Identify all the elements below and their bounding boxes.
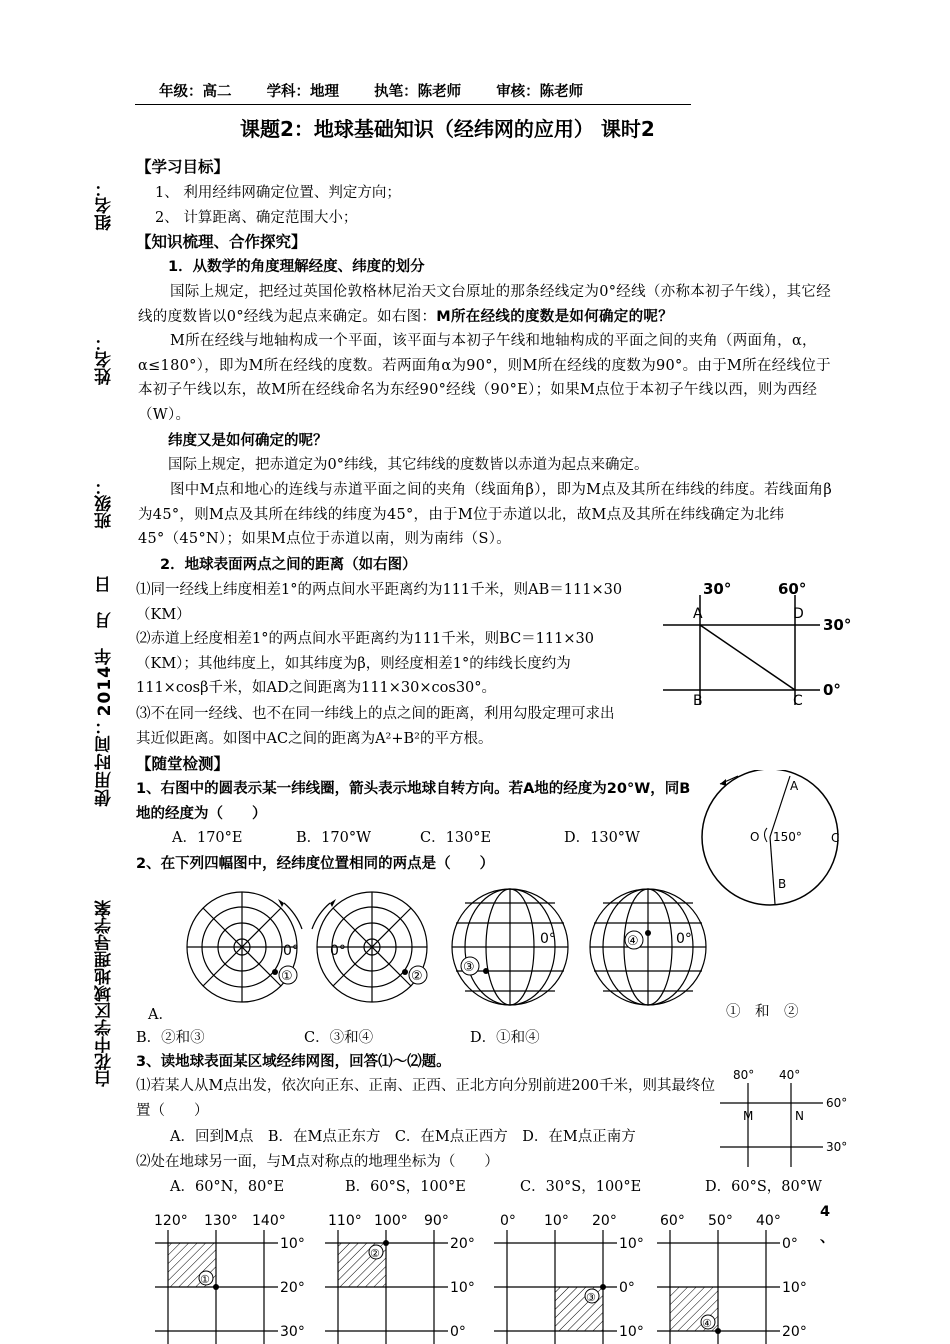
side-date: 使用时间：2014年 月 日 (95, 575, 115, 807)
mn-lat-30: 30° (826, 1140, 848, 1154)
grid-4-top-1: 60° (660, 1213, 685, 1229)
q3-part-2: ⑵处在地球另一面，与M点对称点的地理坐标为（ ） (136, 1154, 499, 1170)
globe-zero-3: 0° (540, 931, 556, 947)
globe-label-1: ① (281, 969, 293, 984)
grid-map-3 (494, 1213, 644, 1344)
grid-1-right-2: 20° (280, 1280, 305, 1296)
quiz-question-1: 1、右图中的圆表示某一纬线圈，箭头表示地球自转方向。若A地的经度为20°W，同B地的经度为（ ） (136, 781, 691, 822)
goal-item-2: 2、 计算距离、确定范围大小； (155, 210, 358, 226)
grid-2-num: ② (370, 1247, 380, 1260)
fig-point-c: C (793, 693, 803, 709)
grid-3-right-1: 10° (619, 1236, 644, 1252)
grid-4-top-3: 40° (756, 1213, 781, 1229)
q1-option-a: A．170°E (172, 830, 243, 846)
fig-lon-30: 30° (703, 580, 732, 598)
grid-2-top-1: 110° (328, 1213, 362, 1229)
grid-3-right-2: 0° (619, 1280, 635, 1296)
grid-map-4 (657, 1213, 807, 1344)
q3-2-option-c: C．30°S，100°E (520, 1179, 642, 1195)
globe-zero-1: 0° (283, 943, 299, 959)
q2-option-b: B．②和③ (136, 1030, 205, 1046)
grid-1-top-2: 130° (204, 1213, 238, 1229)
grid-4-num: ④ (702, 1317, 712, 1330)
circle-point-b: B (778, 877, 787, 891)
grid-1-right-1: 10° (280, 1236, 305, 1252)
grid-4-right-2: 10° (782, 1280, 807, 1296)
quiz-question-4-mark: 、 (820, 1230, 835, 1246)
header-bar (135, 80, 691, 105)
quiz-question-4-number: 4 (820, 1204, 831, 1220)
q1-option-c: C．130°E (420, 830, 492, 846)
grid-3-top-3: 20° (592, 1213, 617, 1229)
grid-2-top-2: 100° (374, 1213, 408, 1229)
globe-zero-4: 0° (676, 931, 692, 947)
globe-label-3: ③ (463, 960, 475, 975)
circle-point-c: C (831, 831, 840, 845)
distance-1: ⑴同一经线上纬度相差1°的两点间水平距离约为111千米，则AB＝111×30（KM） (136, 582, 623, 623)
distance-3: ⑶不在同一经线、也不在同一纬线上的点之间的距离，利用勾股定理可求出其近似距离。如图中AC之间的距离为A²+B²的平方根。 (136, 706, 615, 747)
paragraph-3: 国际上规定，把赤道定为0°纬线，其它纬线的度数皆以赤道为起点来确定。 (168, 457, 649, 473)
q2-option-c: C．③和④ (304, 1030, 374, 1046)
goal-item-1: 1、 利用经纬网确定位置、判定方向； (155, 185, 401, 201)
fig-lat-0: 0° (823, 681, 841, 699)
globe-label-2: ② (411, 969, 423, 984)
q3-2-option-d: D．60°S，80°W (705, 1179, 822, 1195)
header-reviewer: 审核：陈老师 (496, 84, 584, 100)
fig-lat-30: 30° (823, 616, 852, 634)
mn-grid-figure (715, 1065, 855, 1170)
four-globes-figure (180, 885, 720, 1015)
mn-lon-80: 80° (733, 1068, 755, 1082)
paragraph-2: M所在经线与地轴构成一个平面，该平面与本初子午线和地轴构成的平面之间的夹角（两面角，α，α≤180°），即为M所在经线的度数。若两面角α为90°，则M所在经线的度数为90°。由于M所在经线位于本初子午线以东，故M所在经线命名为东经90°经线（90°E）；如果M点位于本初子午线以西，则为西经（W）。 (138, 333, 831, 423)
distance-2: ⑵赤道上经度相差1°的两点间水平距离约为111千米，则BC＝111×30（KM）；其他纬度上，如其纬度为β，则经度相差1°的纬线长度约为111×cosβ千米，如AD之间距离为111×30×cos30°。 (136, 631, 594, 696)
grid-3-top-2: 10° (544, 1213, 569, 1229)
header-writer: 执笔：陈老师 (374, 84, 462, 100)
q3-part-1-options: A．回到M点 B．在M点正东方 C．在M点正西方 D．在M点正南方 (170, 1129, 636, 1145)
q3-part-1: ⑴若某人从M点出发，依次向正东、正南、正西、正北方向分别前进200千米，则其最终位置（ ） (136, 1078, 716, 1119)
q3-2-option-a: A．60°N，80°E (170, 1179, 285, 1195)
grid-1-right-3: 30° (280, 1324, 305, 1340)
globe-map-4 (590, 889, 706, 1005)
grid-3-num: ③ (586, 1291, 596, 1304)
q2-option-d: D．①和④ (470, 1030, 540, 1046)
grid-1-top-3: 140° (252, 1213, 286, 1229)
globe-map-3 (452, 889, 568, 1005)
grid-2-right-1: 20° (450, 1236, 475, 1252)
circle-angle: 150° (773, 830, 802, 844)
mn-lat-60: 60° (826, 1096, 848, 1110)
fig-lon-60: 60° (778, 580, 807, 598)
grid-1-num: ① (200, 1273, 210, 1286)
fig-point-a: A (693, 606, 703, 622)
q3-2-option-b: B．60°S，100°E (345, 1179, 466, 1195)
quiz-heading: 【随堂检测】 (136, 755, 230, 773)
header-subject: 学科：地理 (266, 84, 340, 100)
grid-3-right-3: 10° (619, 1324, 644, 1340)
q1-option-b: B．170°W (296, 830, 371, 846)
grid-2-right-2: 10° (450, 1280, 475, 1296)
goals-heading: 【学习目标】 (136, 158, 230, 176)
side-name: 姓名： (95, 334, 115, 385)
grid-4-top-2: 50° (708, 1213, 733, 1229)
latitude-circle-figure (698, 770, 848, 920)
mn-point-n: N (795, 1109, 804, 1123)
grid-map-2 (325, 1213, 475, 1344)
globe-zero-2: 0° (330, 943, 346, 959)
grid-2-right-3: 0° (450, 1324, 466, 1340)
fig-point-d: D (793, 606, 804, 622)
side-class: 班级： (95, 478, 115, 529)
section2-title: 2．地球表面两点之间的距离（如右图） (160, 557, 417, 573)
paragraph-4: 图中M点和地心的连线与赤道平面之间的夹角（线面角β），即为M点及其所在纬线的纬度。若线面角β为45°，则M点及其所在纬线的纬度为45°，由于M位于赤道以北，故M点及其所在纬线确定为北纬45°（45°N）；如果M点位于赤道以南，则为南纬（S）。 (138, 482, 833, 547)
quiz-question-2: 2、在下列四幅图中，经纬度位置相同的两点是（ ） (136, 856, 495, 872)
q2-option-a: A． (148, 1007, 173, 1023)
grid-4-right-3: 20° (782, 1324, 807, 1340)
distance-figure (655, 575, 865, 715)
section1-title: 1．从数学的角度理解经度、纬度的划分 (168, 259, 425, 275)
fig-point-b: B (693, 693, 703, 709)
q1-option-d: D．130°W (564, 830, 640, 846)
side-school: 白花中学区域地理导学案 (95, 900, 115, 1087)
grid-2-top-3: 90° (424, 1213, 449, 1229)
circle-point-a: A (790, 779, 799, 793)
paragraph-1a: 国际上规定，把经过英国伦敦格林尼治天文台原址的那条经线定为0°经线（亦称本初子午线），其它经线的度数皆以0°经线为起点来确定。如右图： (138, 284, 832, 325)
four-grids-figure (150, 1205, 830, 1344)
mn-point-m: M (743, 1109, 754, 1123)
grid-3-top-1: 0° (500, 1213, 516, 1229)
header-grade: 年级：高二 (159, 84, 232, 100)
grid-map-1 (154, 1213, 305, 1344)
globe-label-4: ④ (627, 934, 639, 949)
page-title: 课题2：地球基础知识（经纬网的应用） 课时2 (240, 117, 655, 141)
mn-lon-40: 40° (779, 1068, 801, 1082)
q2-option-a-right: ① 和 ② (726, 1004, 799, 1020)
question-latitude: 纬度又是如何确定的呢？ (168, 433, 328, 449)
paragraph-1 (138, 280, 838, 329)
quiz-question-3: 3、读地球表面某区域经纬网图，回答⑴～⑵题。 (136, 1054, 451, 1070)
grid-4-right-1: 0° (782, 1236, 798, 1252)
knowledge-heading: 【知识梳理、合作探究】 (136, 233, 307, 251)
grid-1-top-1: 120° (154, 1213, 188, 1229)
side-group: 组名： (95, 180, 115, 231)
circle-center-o: O (750, 830, 760, 844)
paragraph-1b: M所在经线的度数是如何确定的呢？ (436, 308, 674, 325)
